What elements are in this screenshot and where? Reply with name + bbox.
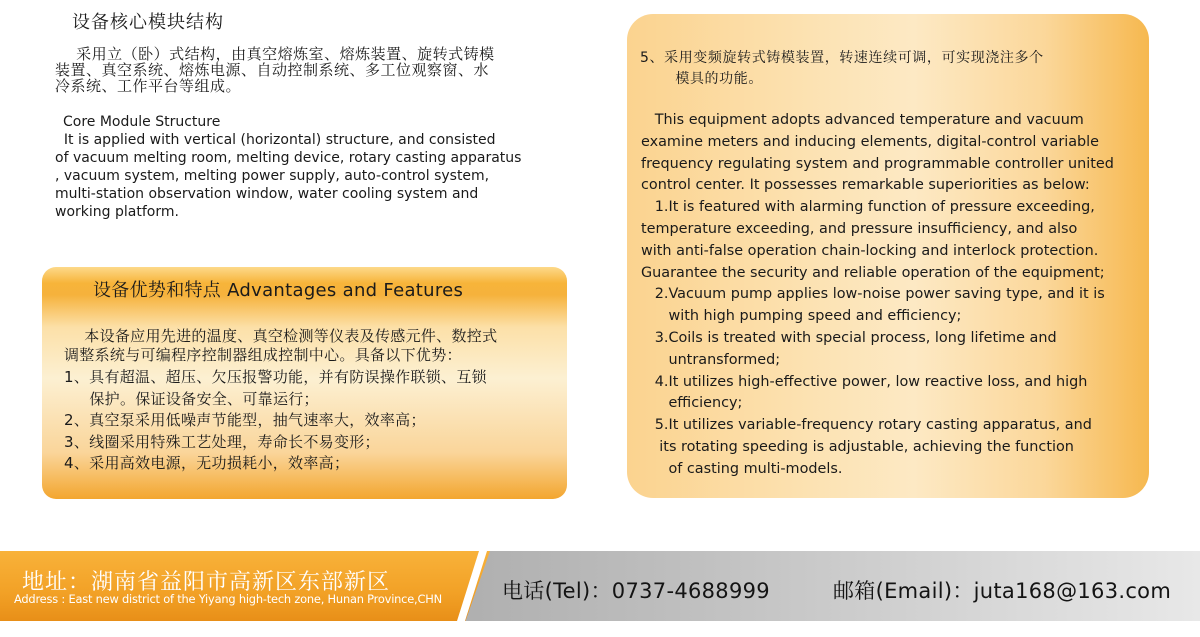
core-module-title-en: Core Module Structure xyxy=(63,114,221,130)
address-cn: 地址：湖南省益阳市高新区东部新区 xyxy=(22,570,391,595)
address-en: Address : East new district of the Yiyang high-tech zone, Hunan Province,CHN xyxy=(14,592,442,606)
core-module-title: 设备核心模块结构 xyxy=(72,12,224,33)
bottom-margin-strip xyxy=(0,621,1200,637)
telephone[interactable]: 电话(Tel)：0737-4688999 xyxy=(502,579,770,603)
advantages-title: 设备优势和特点 Advantages and Features xyxy=(93,280,464,301)
core-module-description-en: It is applied with vertical (horizontal) structure, and consisted of vacuum melting room, melting device, rotary casting apparatus , vacuum system, melting power supply, auto-control system, multi-station observation window, water cooling system and working platform. xyxy=(55,132,522,220)
email-address[interactable]: 邮箱(Email)：juta168@163.com xyxy=(833,579,1172,603)
advantages-list: 1、具有超温、超压、欠压报警功能，并有防误操作联锁、互锁 保护。保证设备安全、可靠运行； 2、真空泵采用低噪声节能型，抽气速率大，效率高； 3、线圈采用特殊工艺处理，寿命长不易变形； 4、采用高效电源，无功损耗小，效率高； xyxy=(64,368,487,473)
advantages-intro: 本设备应用先进的温度、真空检测等仪表及传感元件、数控式 调整系统与可编程序控制器组成控制中心。具备以下优势： xyxy=(64,327,498,364)
advantage-item-5-cn: 5、采用变频旋转式铸模装置，转速连续可调，可实现浇注多个 模具的功能。 xyxy=(640,50,1044,87)
features-description-en: This equipment adopts advanced temperature and vacuum examine meters and inducing elements, digital-control variable frequency regulating system and programmable controller united control center. It possesses remarkable superiorities as below: 1.It is featured with alarming function of pressure exceeding, temperature exceeding, and pressure insufficiency, and also with anti-false operation chain-locking and interlock protection. Guarantee the security and reliable operation of the equipment; 2.Vacuum pump applies low-noise power saving type, and it is with high pumping speed and efficiency; 3.Coils is treated with special process, long lifetime and untransformed; 4.It utilizes high-effective power, low reactive loss, and high efficiency; 5.It utilizes variable-frequency rotary casting apparatus, and its rotating speeding is adjustable, achieving the function of casting multi-models. xyxy=(641,112,1114,477)
core-module-description-cn: 采用立（卧）式结构，由真空熔炼室、熔炼装置、旋转式铸模 装置、真空系统、熔炼电源、自动控制系统、多工位观察窗、水 冷系统、工作平台等组成。 xyxy=(55,45,495,95)
